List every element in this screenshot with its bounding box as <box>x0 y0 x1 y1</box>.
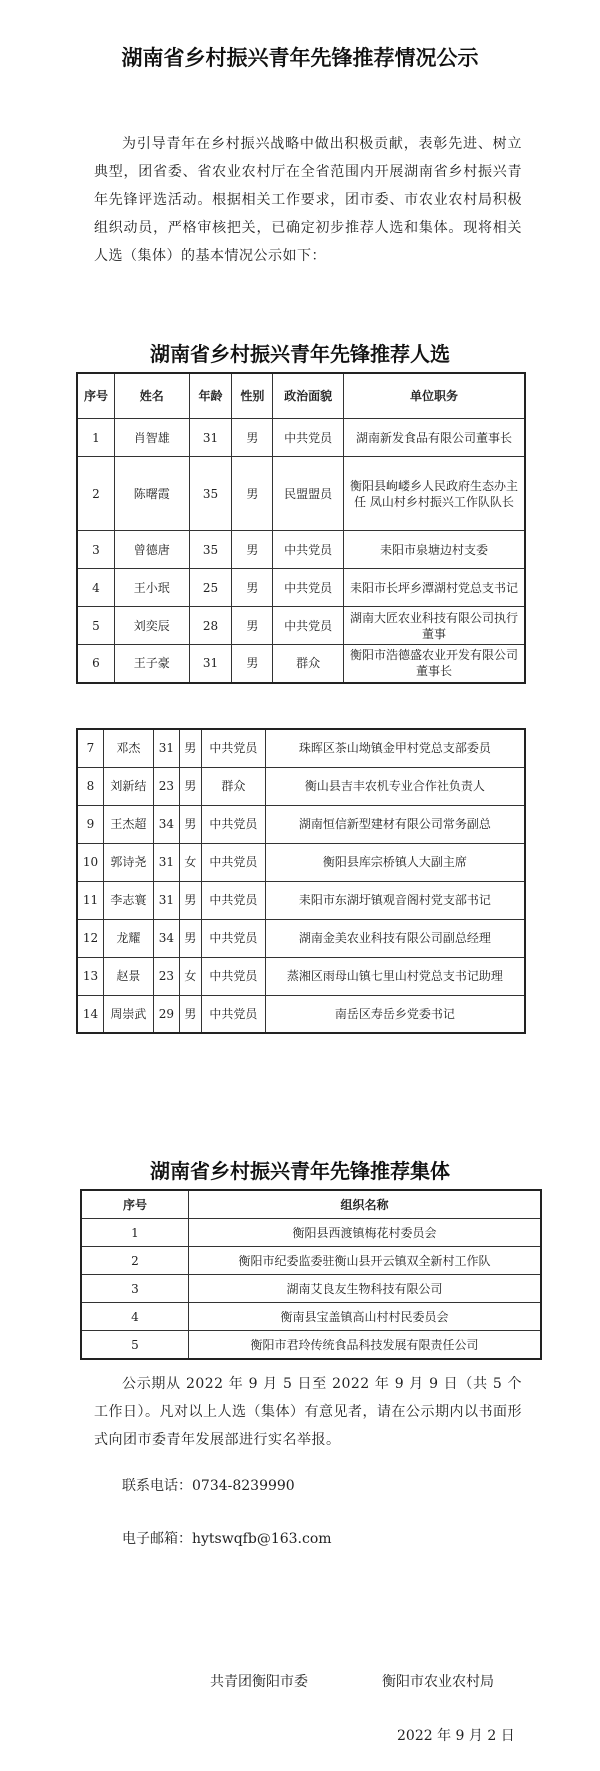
cell-political-status: 中共党员 <box>273 607 344 645</box>
notice-date: 2022 年 9 月 2 日 <box>397 1728 515 1744</box>
cell-organization: 湖南大匠农业科技有限公司执行董事 <box>343 607 525 645</box>
cell-age: 29 <box>153 995 179 1033</box>
table-row <box>77 531 525 569</box>
cell-sex: 男 <box>179 805 201 843</box>
cell-organization: 衡山县吉丰农机专业合作社负责人 <box>265 767 525 805</box>
candidates-table-part-1 <box>76 372 526 684</box>
table-row <box>81 1303 541 1331</box>
cell-age: 31 <box>153 843 179 881</box>
table-row <box>77 607 525 645</box>
cell-organization: 南岳区寿岳乡党委书记 <box>265 995 525 1033</box>
cell-no: 12 <box>77 919 103 957</box>
cell-no: 2 <box>77 457 114 531</box>
cell-name: 赵景 <box>103 957 153 995</box>
table-row <box>77 957 525 995</box>
cell-sex: 男 <box>232 531 273 569</box>
cell-no: 13 <box>77 957 103 995</box>
cell-org-name: 衡阳市纪委监委驻衡山县开云镇双全新村工作队 <box>189 1247 542 1275</box>
collectives-table <box>80 1189 542 1360</box>
cell-organization: 湖南金美农业科技有限公司副总经理 <box>265 919 525 957</box>
cell-no: 5 <box>77 607 114 645</box>
cell-name: 郭诗尧 <box>103 843 153 881</box>
cell-sex: 男 <box>232 645 273 683</box>
table-row <box>81 1219 541 1247</box>
table-header-row <box>77 373 525 419</box>
cell-age: 28 <box>189 607 232 645</box>
signatory-agriculture-bureau: 衡阳市农业农村局 <box>382 1674 494 1690</box>
header-sex: 性别 <box>232 373 273 419</box>
cell-political-status: 群众 <box>273 645 344 683</box>
cell-name: 龙耀 <box>103 919 153 957</box>
header-age: 年龄 <box>189 373 232 419</box>
header-no: 序号 <box>77 373 114 419</box>
table-row <box>77 805 525 843</box>
cell-political-status: 中共党员 <box>201 919 265 957</box>
cell-name: 王杰超 <box>103 805 153 843</box>
table-row <box>77 919 525 957</box>
cell-org-name: 衡阳市君玲传统食品科技发展有限责任公司 <box>189 1331 542 1360</box>
table-row <box>77 457 525 531</box>
cell-political-status: 中共党员 <box>273 419 344 457</box>
cell-age: 34 <box>153 919 179 957</box>
cell-political-status: 中共党员 <box>201 881 265 919</box>
cell-age: 25 <box>189 569 232 607</box>
contact-phone: 联系电话：0734-8239990 <box>122 1478 295 1494</box>
cell-organization: 耒阳市泉塘边村支委 <box>343 531 525 569</box>
cell-org-name: 衡阳县西渡镇梅花村委员会 <box>189 1219 542 1247</box>
cell-name: 刘新结 <box>103 767 153 805</box>
cell-name: 曾德唐 <box>114 531 189 569</box>
header-political-status: 政治面貌 <box>273 373 344 419</box>
collectives-section-title: 湖南省乡村振兴青年先锋推荐集体 <box>150 1159 450 1183</box>
cell-political-status: 中共党员 <box>273 531 344 569</box>
cell-age: 31 <box>189 419 232 457</box>
cell-no: 3 <box>81 1275 189 1303</box>
candidates-section-title: 湖南省乡村振兴青年先锋推荐人选 <box>150 342 450 366</box>
cell-age: 23 <box>153 767 179 805</box>
cell-org-name: 衡南县宝盖镇高山村村民委员会 <box>189 1303 542 1331</box>
header-name: 姓名 <box>114 373 189 419</box>
cell-sex: 男 <box>179 919 201 957</box>
cell-org-name: 湖南艾良友生物科技有限公司 <box>189 1275 542 1303</box>
cell-political-status: 群众 <box>201 767 265 805</box>
cell-age: 35 <box>189 531 232 569</box>
contact-email: 电子邮箱：hytswqfb@163.com <box>122 1531 332 1547</box>
table-row <box>77 995 525 1033</box>
cell-political-status: 中共党员 <box>201 843 265 881</box>
table-header-row <box>81 1190 541 1219</box>
cell-organization: 湖南新发食品有限公司董事长 <box>343 419 525 457</box>
cell-political-status: 中共党员 <box>201 805 265 843</box>
cell-no: 4 <box>77 569 114 607</box>
cell-organization: 耒阳市长坪乡潭湖村党总支书记 <box>343 569 525 607</box>
cell-organization: 珠晖区茶山坳镇金甲村党总支部委员 <box>265 729 525 767</box>
cell-political-status: 中共党员 <box>201 729 265 767</box>
cell-sex: 男 <box>179 881 201 919</box>
cell-sex: 男 <box>232 607 273 645</box>
cell-no: 1 <box>81 1219 189 1247</box>
cell-organization: 衡阳县岣嵝乡人民政府生态办主任 凤山村乡村振兴工作队队长 <box>343 457 525 531</box>
header-no: 序号 <box>81 1190 189 1219</box>
cell-age: 23 <box>153 957 179 995</box>
cell-political-status: 中共党员 <box>201 995 265 1033</box>
cell-name: 肖智雄 <box>114 419 189 457</box>
table-row <box>81 1247 541 1275</box>
cell-no: 4 <box>81 1303 189 1331</box>
table-row <box>77 645 525 683</box>
cell-no: 10 <box>77 843 103 881</box>
notice-title: 湖南省乡村振兴青年先锋推荐情况公示 <box>121 46 479 70</box>
cell-no: 6 <box>77 645 114 683</box>
cell-political-status: 民盟盟员 <box>273 457 344 531</box>
table-row <box>77 419 525 457</box>
cell-no: 11 <box>77 881 103 919</box>
cell-name: 王子豪 <box>114 645 189 683</box>
cell-no: 3 <box>77 531 114 569</box>
cell-name: 邓杰 <box>103 729 153 767</box>
table-row <box>81 1331 541 1360</box>
table-row <box>77 729 525 767</box>
candidates-table-part-2 <box>76 728 526 1034</box>
cell-no: 14 <box>77 995 103 1033</box>
cell-organization: 湖南恒信新型建材有限公司常务副总 <box>265 805 525 843</box>
cell-age: 35 <box>189 457 232 531</box>
cell-name: 王小珉 <box>114 569 189 607</box>
cell-no: 8 <box>77 767 103 805</box>
cell-no: 1 <box>77 419 114 457</box>
intro-paragraph: 为引导青年在乡村振兴战略中做出积极贡献，表彰先进、树立典型，团省委、省农业农村厅在全省范围内开展湖南省乡村振兴青年先锋评选活动。根据相关工作要求，团市委、市农业农村局积极组织动员，严格审核把关，已确定初步推荐人选和集体。现将相关人选（集体）的基本情况公示如下： <box>94 136 522 264</box>
table-row <box>77 881 525 919</box>
cell-organization: 衡阳县库宗桥镇人大副主席 <box>265 843 525 881</box>
cell-political-status: 中共党员 <box>201 957 265 995</box>
cell-name: 周崇武 <box>103 995 153 1033</box>
cell-name: 李志寰 <box>103 881 153 919</box>
cell-sex: 女 <box>179 843 201 881</box>
cell-sex: 男 <box>179 995 201 1033</box>
table-row <box>81 1275 541 1303</box>
header-organization: 单位职务 <box>343 373 525 419</box>
cell-sex: 女 <box>179 957 201 995</box>
cell-sex: 男 <box>232 457 273 531</box>
table-row <box>77 767 525 805</box>
cell-organization: 耒阳市东湖圩镇观音阁村党支部书记 <box>265 881 525 919</box>
cell-age: 31 <box>153 729 179 767</box>
cell-organization: 衡阳市浩德盛农业开发有限公司董事长 <box>343 645 525 683</box>
cell-no: 5 <box>81 1331 189 1360</box>
cell-age: 34 <box>153 805 179 843</box>
cell-no: 9 <box>77 805 103 843</box>
publicity-notice: 公示期从 2022 年 9 月 5 日至 2022 年 9 月 9 日（共 5 个工作日）。凡对以上人选（集体）有意见者，请在公示期内以书面形式向团市委青年发展部进行实名举报。 <box>94 1376 522 1448</box>
cell-sex: 男 <box>179 729 201 767</box>
signatory-youth-league: 共青团衡阳市委 <box>210 1674 308 1690</box>
cell-political-status: 中共党员 <box>273 569 344 607</box>
table-row <box>77 569 525 607</box>
cell-no: 2 <box>81 1247 189 1275</box>
cell-organization: 蒸湘区雨母山镇七里山村党总支书记助理 <box>265 957 525 995</box>
cell-age: 31 <box>153 881 179 919</box>
header-org-name: 组织名称 <box>189 1190 542 1219</box>
cell-name: 刘奕辰 <box>114 607 189 645</box>
cell-age: 31 <box>189 645 232 683</box>
table-row <box>77 843 525 881</box>
cell-sex: 男 <box>232 419 273 457</box>
cell-sex: 男 <box>232 569 273 607</box>
cell-name: 陈曙霞 <box>114 457 189 531</box>
cell-sex: 男 <box>179 767 201 805</box>
cell-no: 7 <box>77 729 103 767</box>
